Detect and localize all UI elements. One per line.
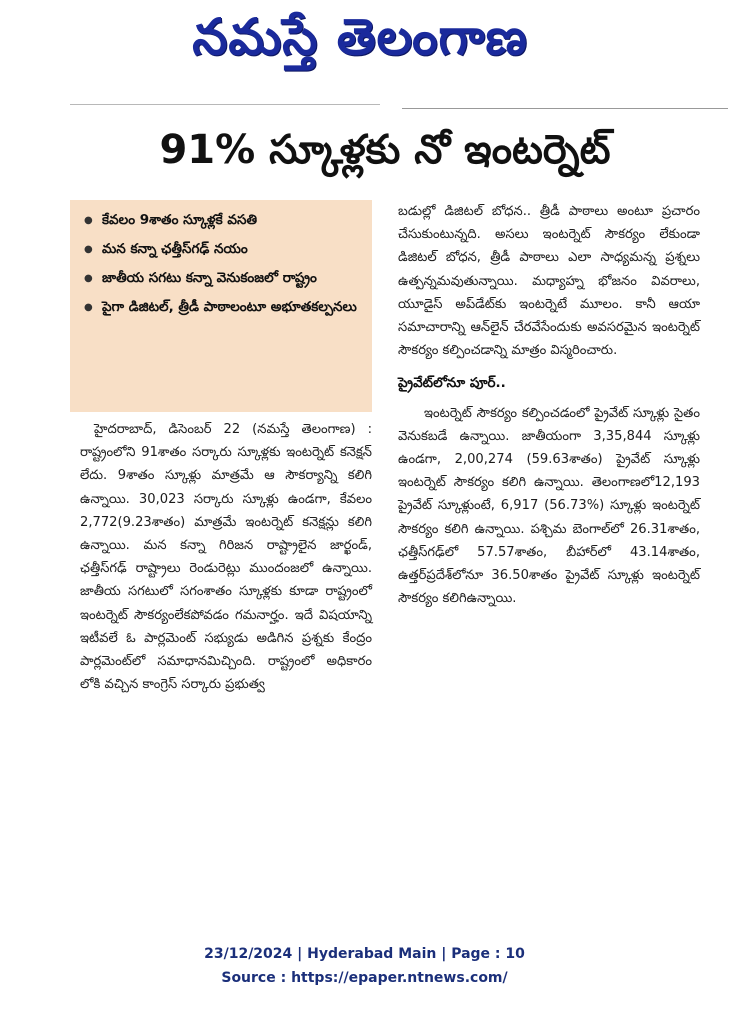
article-column-left: [80, 418, 372, 696]
footer-source-line: Source : https://epaper.ntnews.com/: [221, 970, 508, 986]
divider-right: [402, 108, 728, 109]
article-column-right: [398, 200, 700, 610]
masthead-title: నమస్తే తెలంగాణ: [192, 7, 528, 66]
article-paragraph: బడుల్లో డిజిటల్‌ బోధన.. త్రీడీ పాఠాలు అంటూ ప్రచారం చేసుకుంటున్నది. అసలు ఇంటర్నెట్‌ సౌకర్యం లేకుండా డిజిటల్‌ బోధన, త్రీడీ పాఠాలు ఎలా సాధ్యమన్న ప్రశ్నలు ఉత్పన్నమవుతున్నాయి. మధ్యాహ్న భోజనం వివరాలు, యూడైస్‌ అప్‌డేట్‌కు ఇంటర్నెటే మూలం. కానీ ఆయా సమాచారాన్ని ఆన్‌లైన్‌ చేరవేసేందుకు అవసరమైన ఇంటర్నెట్‌ సౌకర్యం కల్పించడాన్ని మాత్రం విస్మరించారు.: [398, 204, 700, 359]
article-headline: 91% స్కూళ్లకు నో ఇంటర్నెట్: [159, 127, 611, 173]
highlight-item: ● జాతీయ సగటు కన్నా వెనుకంజలో రాష్ట్రం: [84, 264, 362, 293]
article-paragraph: హైదరాబాద్‌, డిసెంబర్‌ 22 (నమస్తే తెలంగాణ) : రాష్ట్రంలోని 91శాతం సర్కారు స్కూళ్లకు ఇంటర్నెట్‌ కనెక్షన్‌ లేదు. 9శాతం స్కూళ్లు మాత్రమే ఆ సౌకర్యాన్ని కలిగి ఉన్నాయి. 30,023 సర్కారు స్కూళ్లు ఉండగా, కేవలం 2,772(9.23శాతం) మాత్రమే ఇంటర్నెట్‌ కనెక్షన్లు కలిగి ఉన్నాయి. మన కన్నా గిరిజన రాష్ట్రాలైన జార్ఖండ్‌, ఛత్తీస్‌గఢ్‌ రాష్ట్రాలు రెండురెట్లు ముందంజలో ఉన్నాయి. జాతీయ సగటులో సగంశాతం స్కూళ్లకు కూడా రాష్ట్రంలో ఇంటర్నెట్‌ సౌకర్యంలేకపోవడం గమనార్హం. ఇదే విషయాన్ని ఇటీవలే ఓ పార్లమెంట్‌ సభ్యుడు అడిగిన ప్రశ్నకు కేంద్రం పార్లమెంట్‌లో సమాధానమిచ్చింది. రాష్ట్రంలో అధికారం లోకి వచ్చిన కాంగ్రెస్‌ సర్కారు ప్రభుత్వ: [80, 422, 372, 693]
highlights-list: [84, 206, 362, 322]
article-paragraph: ఇంటర్నెట్‌ సౌకర్యం కల్పించడంలో ప్రైవేట్‌ స్కూళ్లు సైతం వెనుకబడే ఉన్నాయి. జాతీయంగా 3,35,844 స్కూళ్లు ఉండగా, 2,00,274 (59.63శాతం) ప్రైవేట్‌ స్కూళ్లు ఇంటర్నెట్‌ సౌకర్యం కలిగి ఉన్నాయి. తెలంగాణలో12,193 ప్రైవేట్‌ స్కూళ్లుంటే, 6,917 (56.73%) స్కూళ్లు ఇంటర్నెట్‌ సౌకర్యం కలిగి ఉన్నాయి. పశ్చిమ బెంగాల్‌లో 26.31శాతం, ఛత్తీస్‌గఢ్‌లో 57.57శాతం, బీహార్‌లో 43.14శాతం, ఉత్తర్‌ప్రదేశ్‌లోనూ 36.50శాతం ప్రైవేట్‌ స్కూళ్లు ఇంటర్నెట్‌ సౌకర్యం కలిగిఉన్నాయి.: [398, 405, 700, 607]
footer-date-line: 23/12/2024 | Hyderabad Main | Page : 10: [204, 946, 525, 962]
highlight-item: ● కేవలం 9శాతం స్కూళ్లకే వసతి: [84, 206, 362, 235]
highlights-box: [70, 200, 372, 412]
article-subheading: ప్రైవేట్‌లోనూ పూర్‌..: [398, 375, 506, 392]
highlight-item: ● మన కన్నా ఛత్తీస్‌గఢ్‌ నయం: [84, 235, 362, 264]
highlight-item: ● పైగా డిజిటల్‌, త్రీడీ పాఠాలంటూ అభూతకల్పనలు: [84, 293, 362, 322]
newspaper-masthead: [150, 2, 570, 84]
divider-left: [70, 104, 380, 105]
